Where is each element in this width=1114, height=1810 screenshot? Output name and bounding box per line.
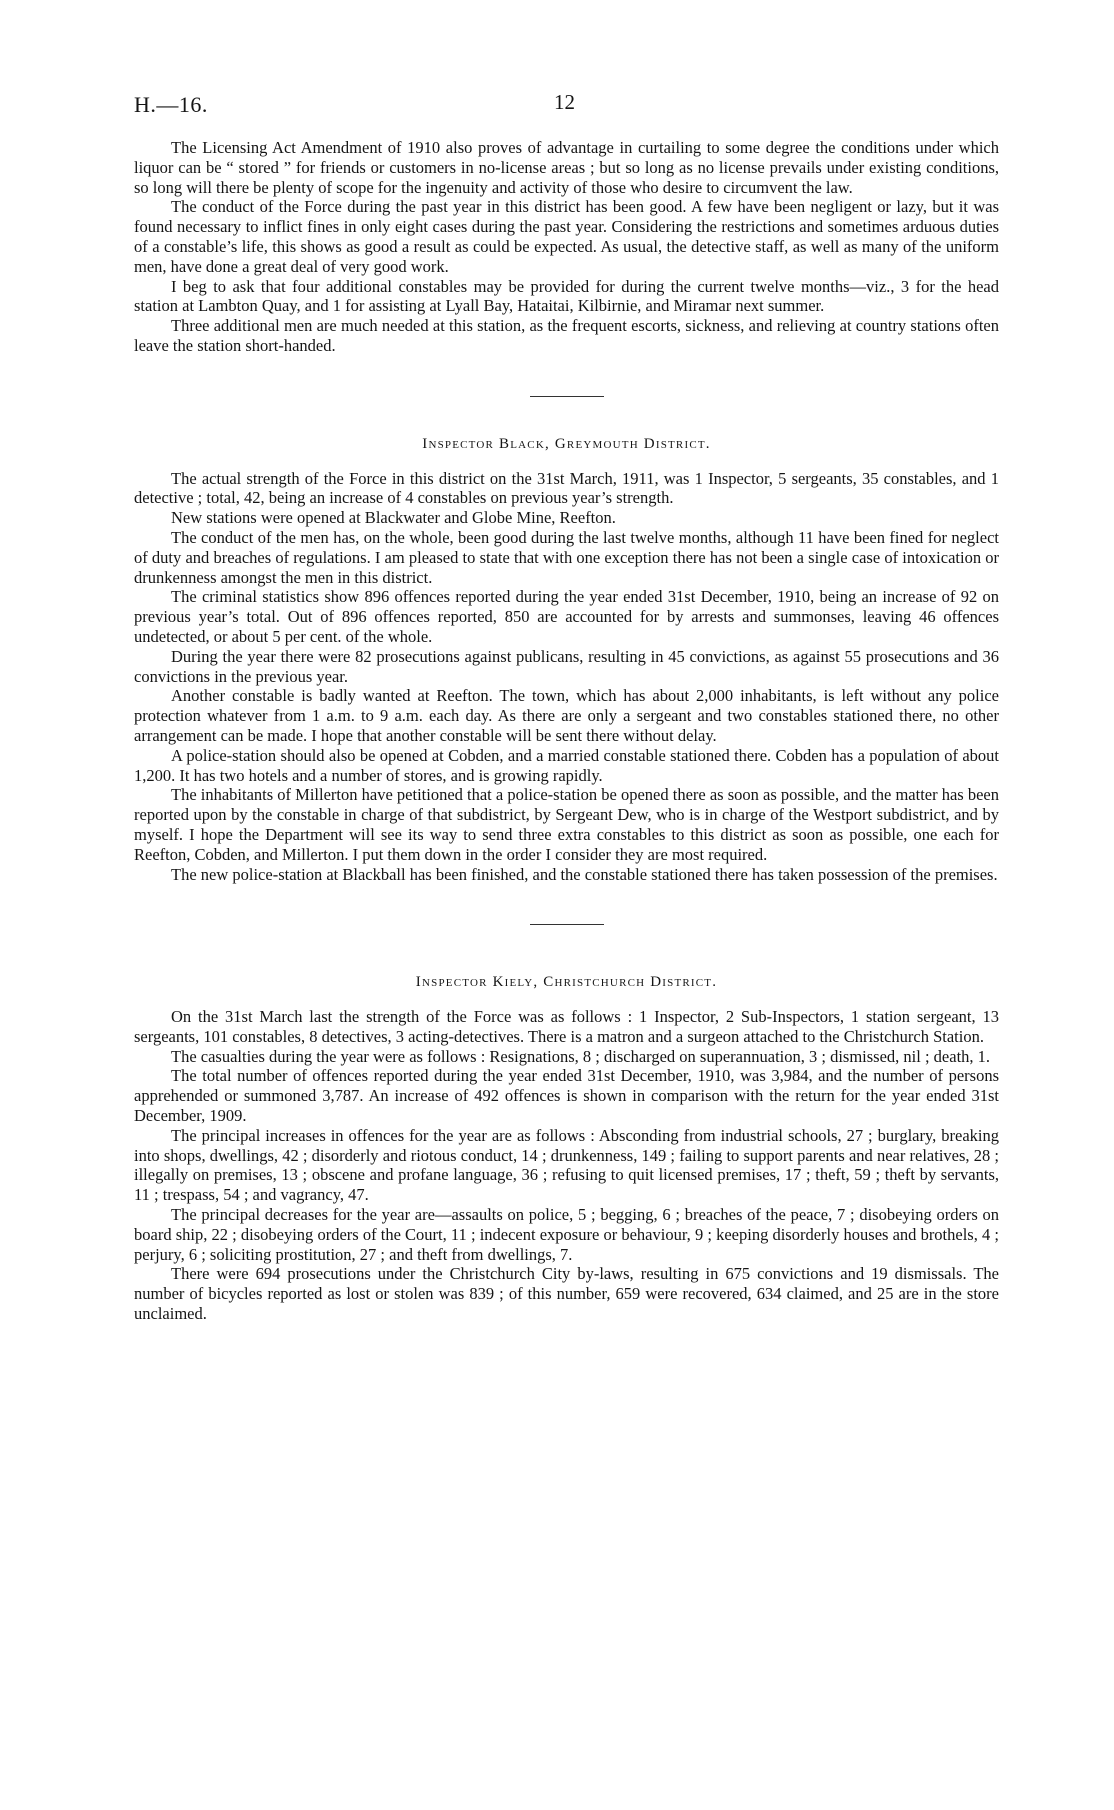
paragraph: The actual strength of the Force in this district on the 31st March, 1911, was 1 Inspector, 5 sergeants, 35 constables, and 1 detective ; total, 42, being an increase of 4 constables on previous year’s strength. <box>134 468 999 508</box>
paragraph: The conduct of the men has, on the whole, been good during the last twelve months, although 11 have been fined for neglect of duty and breaches of regulations. I am pleased to state that with one exception there has not been a single case of intoxication or drunkenness amongst the men in this district. <box>134 527 999 587</box>
paragraph: On the 31st March last the strength of the Force was as follows : 1 Inspector, 2 Sub-Inspectors, 1 station sergeant, 13 sergeants, 101 constables, 8 detectives, 3 acting-detectives. There is a matron and a surgeon attached to the Christchurch Station. <box>134 1007 999 1046</box>
paragraph: The principal increases in offences for the year are as follows : Absconding from industrial schools, 27 ; burglary, breaking into shops, dwellings, 42 ; disorderly and riotous conduct, 14 ; drunkenness, 149 ; failing to support parents and near relatives, 28 ; illegally on premises, 13 ; obscene and profane language, 36 ; refusing to quit licensed premises, 17 ; theft, 59 ; theft by servants, 11 ; trespass, 54 ; and vagrancy, 47. <box>134 1125 999 1205</box>
paragraph: The new police-station at Blackball has been finished, and the constable stationed there has taken possession of the premises. <box>171 864 998 884</box>
paragraph: Three additional men are much needed at this station, as the frequent escorts, sickness, and relieving at country stations often leave the station short-handed. <box>134 316 999 355</box>
section-heading: Inspector Black, Greymouth District. <box>422 435 711 452</box>
greymouth-section <box>134 435 999 885</box>
paragraph: The casualties during the year were as follows : Resignations, 8 ; discharged on superannuation, 3 ; dismissed, nil ; death, 1. <box>171 1046 991 1066</box>
page-number: 12 <box>554 90 575 114</box>
paragraph: The conduct of the Force during the past year in this district has been good. A few have been negligent or lazy, but it was found necessary to inflict fines in only eight cases during the past year. Considering the restrictions and sometimes arduous duties of a constable’s life, this shows as good a result as could be expected. As usual, the detective staff, as well as many of the uniform men, have done a great deal of very good work. <box>134 197 999 276</box>
paragraph: A police-station should also be opened at Cobden, and a married constable stationed there. Cobden has a population of about 1,200. It has two hotels and a number of stores, and is growing rapidly. <box>134 745 999 785</box>
document-body <box>134 138 999 1324</box>
document-id: H.—16. <box>134 92 208 117</box>
intro-section <box>134 138 999 356</box>
paragraph: During the year there were 82 prosecutions against publicans, resulting in 45 convictions, as against 55 prosecutions and 36 convictions in the previous year. <box>134 646 999 686</box>
paragraph: New stations were opened at Blackwater and Globe Mine, Reefton. <box>171 508 616 528</box>
section-heading: Inspector Kiely, Christchurch District. <box>415 974 718 991</box>
paragraph: I beg to ask that four additional constables may be provided for during the current twelve months—viz., 3 for the head station at Lambton Quay, and 1 for assisting at Lyall Bay, Hataitai, Kilbirnie, and Miramar next summer. <box>134 276 999 316</box>
paragraph: The criminal statistics show 896 offences reported during the year ended 31st December, 1910, being an increase of 92 on previous year’s total. Out of 896 offences reported, 850 are accounted for by arrests and summonses, leaving 46 offences undetected, or about 5 per cent. of the whole. <box>134 587 999 646</box>
christchurch-section <box>134 973 999 1324</box>
paragraph: There were 694 prosecutions under the Christchurch City by-laws, resulting in 675 convictions and 19 dismissals. The number of bicycles reported as lost or stolen was 839 ; of this number, 659 were recovered, 634 claimed, and 25 are in the store unclaimed. <box>134 1264 999 1324</box>
paragraph: The principal decreases for the year are—assaults on police, 5 ; begging, 6 ; breaches of the peace, 7 ; disobeying orders on board ship, 22 ; disobeying orders of the Court, 11 ; indecent exposure or behaviour, 9 ; keeping disorderly houses and brothels, 4 ; perjury, 6 ; soliciting prostitution, 27 ; and theft from dwellings, 7. <box>134 1205 999 1264</box>
paragraph: The inhabitants of Millerton have petitioned that a police-station be opened there as soon as possible, and the matter has been reported upon by the constable in charge of that subdistrict, by Sergeant Dew, who is in charge of the Westport subdistrict, and by myself. I hope the Department will see its way to send three extra constables to this district as soon as possible, one each for Reefton, Cobden, and Millerton. I put them down in the order I consider they are most required. <box>134 785 999 864</box>
paragraph: The total number of offences reported during the year ended 31st December, 1910, was 3,984, and the number of persons apprehended or summoned 3,787. An increase of 492 offences is shown in comparison with the return for the year ended 31st December, 1909. <box>134 1066 999 1126</box>
paragraph: Another constable is badly wanted at Reefton. The town, which has about 2,000 inhabitants, is left without any police protection whatever from 1 a.m. to 9 a.m. each day. As there are only a sergeant and two constables stationed there, no other arrangement can be made. I hope that another constable will be sent there without delay. <box>134 686 999 745</box>
page-header <box>134 92 584 122</box>
paragraph: The Licensing Act Amendment of 1910 also proves of advantage in curtailing to some degree the conditions under which liquor can be “ stored ” for friends or customers in no-license areas ; but so long as no license prevails under existing conditions, so long will there be plenty of scope for the ingenuity and activity of those who desire to circumvent the law. <box>134 138 999 197</box>
